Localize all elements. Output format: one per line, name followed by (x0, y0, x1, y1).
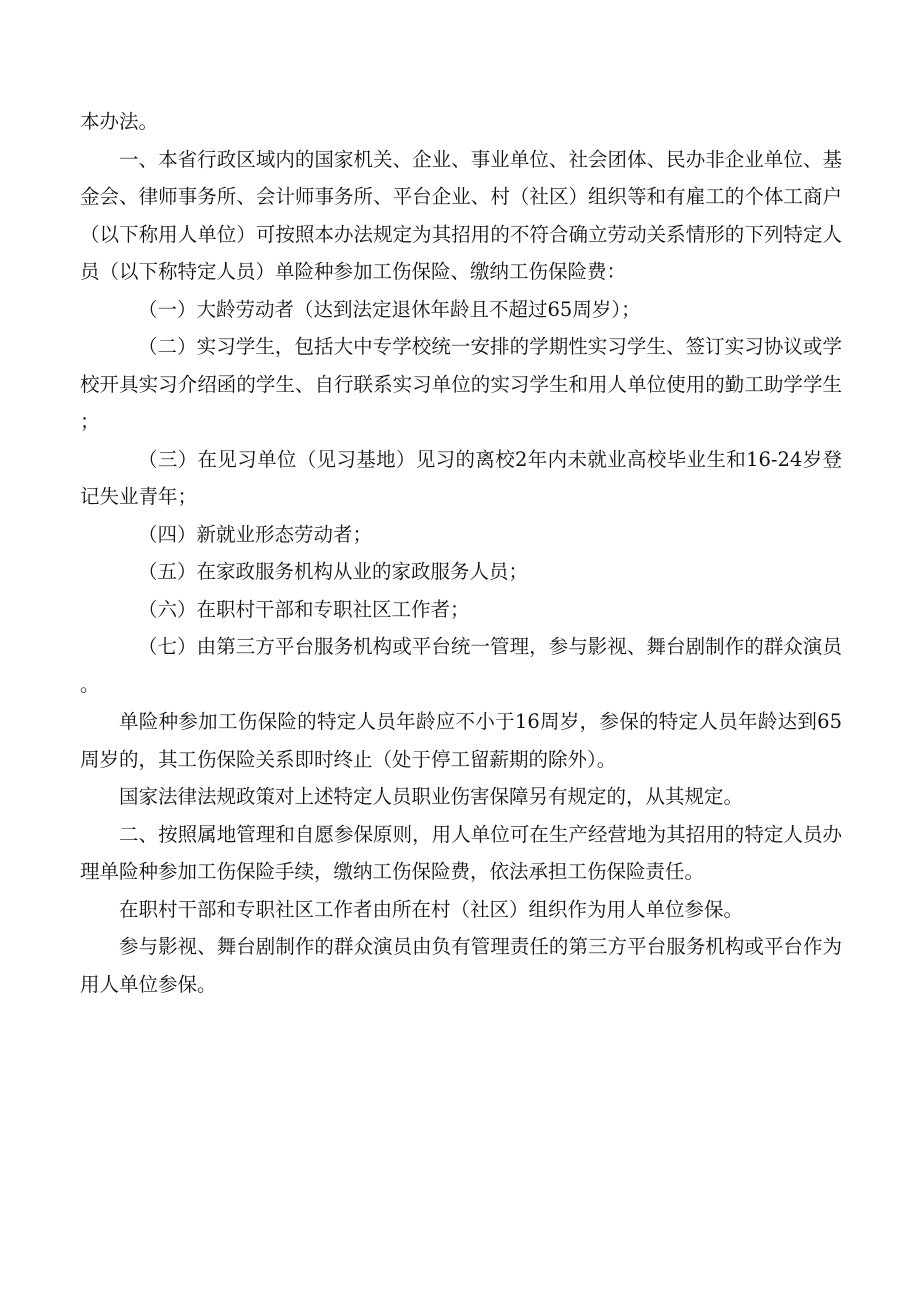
paragraph-article-two: 二、按照属地管理和自愿参保原则，用人单位可在生产经营地为其招用的特定人员办理单险种参加工伤保险手续，缴纳工伤保险费，依法承担工伤保险责任。 (80, 822, 842, 883)
list-item-1: （一）大龄劳动者（达到法定退休年龄且不超过65周岁）； (138, 297, 641, 321)
list-item-2: （二）实习学生，包括大中专学校统一安排的学期性实习学生、签订实习协议或学校开具实习介绍函的学生、自行联系实习单位的实习学生和用人单位使用的勤工助学学生； (80, 335, 842, 433)
paragraph-extras: 参与影视、舞台剧制作的群众演员由负有管理责任的第三方平台服务机构或平台作为用人单位参保。 (80, 935, 842, 996)
paragraph-age-limit: 单险种参加工伤保险的特定人员年龄应不小于16周岁，参保的特定人员年龄达到65周岁的，其工伤保险关系即时终止（处于停工留薪期的除外）。 (80, 710, 842, 771)
paragraph-continuation: 本办法。 (80, 110, 159, 133)
list-item-4: （四）新就业形态劳动者； (138, 522, 373, 546)
list-item-5: （五）在家政服务机构从业的家政服务人员； (138, 560, 529, 583)
list-item-6: （六）在职村干部和专职社区工作者； (138, 597, 470, 621)
list-item-3: （三）在见习单位（见习基地）见习的离校2年内未就业高校毕业生和16-24岁登记失业青年； (80, 447, 842, 508)
paragraph-national-rules: 国家法律法规政策对上述特定人员职业伤害保障另有规定的，从其规定。 (119, 785, 744, 808)
paragraph-article-one: 一、本省行政区域内的国家机关、企业、事业单位、社会团体、民办非企业单位、基金会、律师事务所、会计师事务所、平台企业、村（社区）组织等和有雇工的个体工商户（以下称用人单位）可按照本办法规定为其招用的不符合确立劳动关系情形的下列特定人员（以下称特定人员）单险种参加工伤保险、缴纳工伤保险费： (80, 147, 842, 283)
paragraph-village-cadres: 在职村干部和专职社区工作者由所在村（社区）组织作为用人单位参保。 (119, 897, 744, 921)
list-item-7: （七）由第三方平台服务机构或平台统一管理，参与影视、舞台剧制作的群众演员。 (80, 635, 842, 696)
